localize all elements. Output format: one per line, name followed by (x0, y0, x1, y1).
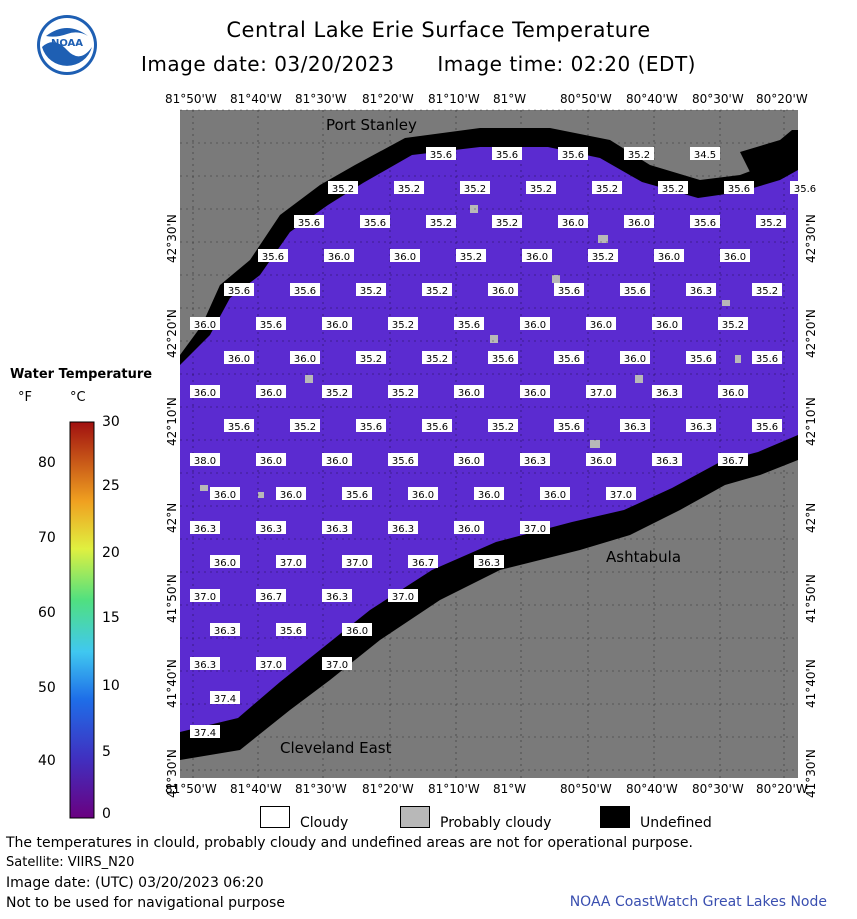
temperature-label (356, 283, 386, 297)
temperature-label (290, 419, 320, 433)
temperature-label (492, 147, 522, 161)
image-datetime (0, 52, 837, 76)
svg-text:35.2: 35.2 (759, 218, 783, 229)
svg-text:36.0: 36.0 (213, 558, 237, 569)
temperature-label (408, 555, 438, 569)
temperature-label (652, 385, 682, 399)
credit-text: NOAA CoastWatch Great Lakes Node (569, 894, 827, 910)
lon-label: 81°50'W (165, 782, 217, 796)
svg-text:36.0: 36.0 (259, 388, 283, 399)
svg-text:36.3: 36.3 (477, 558, 501, 569)
svg-text:37.0: 37.0 (609, 490, 633, 501)
svg-text:35.6: 35.6 (227, 286, 251, 297)
temperature-label (356, 351, 386, 365)
legend-tick-c: 15 (102, 610, 120, 626)
satellite-text: Satellite: VIIRS_N20 (6, 855, 135, 870)
legend-tick-f: 50 (38, 680, 56, 696)
temperature-label (620, 283, 650, 297)
temperature-label (488, 419, 518, 433)
svg-text:36.3: 36.3 (325, 524, 349, 535)
undefined-swatch (600, 806, 630, 828)
svg-text:35.2: 35.2 (661, 184, 685, 195)
lat-label: 42°20'N (165, 309, 179, 358)
lat-label: 42°30'N (804, 214, 818, 263)
svg-text:35.6: 35.6 (429, 150, 453, 161)
svg-text:36.0: 36.0 (259, 456, 283, 467)
temperature-label (388, 521, 418, 535)
lon-label: 80°20'W (756, 782, 808, 796)
place-port-stanley: Port Stanley (326, 116, 417, 134)
svg-text:37.0: 37.0 (391, 592, 415, 603)
temperature-label (190, 589, 220, 603)
svg-text:36.3: 36.3 (391, 524, 415, 535)
lon-label: 81°40'W (230, 782, 282, 796)
temperature-label (620, 419, 650, 433)
legend-tick-c: 10 (102, 678, 120, 694)
svg-text:34.5: 34.5 (693, 150, 717, 161)
temperature-label (210, 555, 240, 569)
svg-text:36.0: 36.0 (411, 490, 435, 501)
svg-text:36.0: 36.0 (393, 252, 417, 263)
temperature-label (474, 487, 504, 501)
temperature-label (554, 419, 584, 433)
svg-text:35.6: 35.6 (359, 422, 383, 433)
svg-text:35.2: 35.2 (325, 388, 349, 399)
temperature-label (210, 691, 240, 705)
temperature-label (422, 283, 452, 297)
svg-text:36.0: 36.0 (723, 252, 747, 263)
svg-text:35.6: 35.6 (561, 150, 585, 161)
svg-text:36.0: 36.0 (457, 456, 481, 467)
temperature-label (256, 589, 286, 603)
temperature-label (256, 657, 286, 671)
temperature-label (652, 317, 682, 331)
svg-text:36.0: 36.0 (491, 286, 515, 297)
svg-text:36.0: 36.0 (213, 490, 237, 501)
temperature-label (322, 453, 352, 467)
temperature-label (256, 385, 286, 399)
temperature-label (526, 181, 556, 195)
svg-text:36.0: 36.0 (655, 320, 679, 331)
temperature-label (520, 385, 550, 399)
temperature-label (190, 657, 220, 671)
legend-unit-f: °F (18, 390, 32, 405)
svg-text:35.6: 35.6 (491, 354, 515, 365)
legend-tick-c: 5 (102, 744, 111, 760)
temperature-label (426, 147, 456, 161)
temperature-label (686, 351, 716, 365)
temperature-label (454, 521, 484, 535)
temperature-label (558, 215, 588, 229)
temperature-label (624, 147, 654, 161)
svg-text:36.7: 36.7 (411, 558, 435, 569)
svg-text:35.2: 35.2 (425, 354, 449, 365)
svg-text:36.0: 36.0 (457, 524, 481, 535)
disclaimer-text: The temperatures in clould, probably cloudy and undefined areas are not for operational purpose. (6, 835, 693, 851)
svg-text:37.0: 37.0 (325, 660, 349, 671)
temperature-label (756, 215, 786, 229)
temperature-label (328, 181, 358, 195)
svg-text:36.3: 36.3 (655, 388, 679, 399)
svg-text:35.6: 35.6 (623, 286, 647, 297)
legend-unit-c: °C (70, 390, 86, 405)
svg-text:36.3: 36.3 (689, 286, 713, 297)
svg-text:37.0: 37.0 (523, 524, 547, 535)
temperature-label (342, 623, 372, 637)
temperature-label (520, 453, 550, 467)
svg-text:36.0: 36.0 (327, 252, 351, 263)
svg-text:36.3: 36.3 (259, 524, 283, 535)
lon-label: 80°20'W (756, 92, 808, 106)
lat-label: 41°50'N (165, 574, 179, 623)
svg-text:36.0: 36.0 (345, 626, 369, 637)
temperature-label (190, 385, 220, 399)
temperature-label (388, 385, 418, 399)
image-date: Image date: 03/20/2023 (141, 52, 395, 76)
lon-label: 81°W (493, 92, 527, 106)
temperature-label (586, 385, 616, 399)
lat-label: 42°N (804, 502, 818, 533)
temperature-label (724, 181, 754, 195)
temperature-label (488, 283, 518, 297)
temperature-label (752, 419, 782, 433)
cloudy-swatch (260, 806, 290, 828)
temperature-label (190, 317, 220, 331)
lon-label: 80°50'W (560, 92, 612, 106)
temperature-label (388, 589, 418, 603)
temperature-label (522, 249, 552, 263)
temperature-label (224, 351, 254, 365)
temperature-label (290, 351, 320, 365)
temperature-label (620, 351, 650, 365)
svg-text:35.6: 35.6 (425, 422, 449, 433)
svg-text:36.3: 36.3 (623, 422, 647, 433)
temperature-label (256, 317, 286, 331)
temperature-label (520, 317, 550, 331)
svg-text:36.3: 36.3 (193, 660, 217, 671)
svg-text:36.7: 36.7 (259, 592, 283, 603)
temperature-label (322, 385, 352, 399)
lon-label: 81°50'W (165, 92, 217, 106)
temperature-label (474, 555, 504, 569)
lat-label: 42°20'N (804, 309, 818, 358)
svg-text:35.6: 35.6 (727, 184, 751, 195)
svg-text:36.0: 36.0 (293, 354, 317, 365)
svg-text:35.6: 35.6 (363, 218, 387, 229)
temperature-label (324, 249, 354, 263)
svg-text:36.0: 36.0 (325, 456, 349, 467)
utc-date-text: Image date: (UTC) 03/20/2023 06:20 (6, 875, 264, 891)
temperature-label (256, 521, 286, 535)
svg-text:37.0: 37.0 (589, 388, 613, 399)
svg-text:35.2: 35.2 (529, 184, 553, 195)
image-time: Image time: 02:20 (EDT) (437, 52, 696, 76)
svg-text:37.0: 37.0 (345, 558, 369, 569)
temperature-label (388, 453, 418, 467)
temperature-label (606, 487, 636, 501)
svg-text:36.0: 36.0 (523, 320, 547, 331)
lat-label: 41°50'N (804, 574, 818, 623)
temperature-label (360, 215, 390, 229)
svg-text:36.3: 36.3 (523, 456, 547, 467)
svg-text:35.6: 35.6 (261, 252, 285, 263)
svg-text:36.0: 36.0 (589, 320, 613, 331)
temperature-label (690, 147, 720, 161)
lon-label: 80°50'W (560, 782, 612, 796)
cloudy-label: Cloudy (300, 815, 349, 831)
temperature-label (190, 725, 220, 739)
temperature-label (718, 317, 748, 331)
svg-text:36.3: 36.3 (655, 456, 679, 467)
temperature-label (690, 215, 720, 229)
svg-text:35.2: 35.2 (627, 150, 651, 161)
lat-label: 42°10'N (165, 397, 179, 446)
svg-text:35.6: 35.6 (755, 354, 779, 365)
lon-label: 81°20'W (362, 782, 414, 796)
temperature-label (558, 147, 588, 161)
temperature-label (276, 623, 306, 637)
page-title: Central Lake Erie Surface Temperature (226, 18, 651, 42)
temperature-label (210, 623, 240, 637)
svg-text:36.0: 36.0 (657, 252, 681, 263)
svg-text:35.6: 35.6 (693, 218, 717, 229)
svg-text:36.0: 36.0 (477, 490, 501, 501)
legend-tick-f: 40 (38, 753, 56, 769)
temperature-label (554, 351, 584, 365)
lon-label: 81°10'W (428, 782, 480, 796)
temperature-label (790, 181, 820, 195)
temperature-label (290, 283, 320, 297)
place-cleveland-east: Cleveland East (280, 739, 392, 757)
temperature-label (652, 453, 682, 467)
svg-text:36.0: 36.0 (623, 354, 647, 365)
temperature-label (592, 181, 622, 195)
svg-text:35.2: 35.2 (459, 252, 483, 263)
lon-label: 80°30'W (692, 782, 744, 796)
probably-cloudy-label: Probably cloudy (440, 815, 552, 831)
lon-label: 80°30'W (692, 92, 744, 106)
svg-text:35.2: 35.2 (391, 388, 415, 399)
lat-label: 42°10'N (804, 397, 818, 446)
temperature-label (720, 249, 750, 263)
temperature-label (520, 521, 550, 535)
svg-text:35.6: 35.6 (557, 422, 581, 433)
svg-text:36.0: 36.0 (721, 388, 745, 399)
svg-text:35.6: 35.6 (391, 456, 415, 467)
svg-text:36.0: 36.0 (523, 388, 547, 399)
temperature-label (454, 317, 484, 331)
svg-text:36.0: 36.0 (193, 320, 217, 331)
lat-label: 41°40'N (804, 659, 818, 708)
svg-text:35.2: 35.2 (721, 320, 745, 331)
temperature-label (322, 317, 352, 331)
svg-text:36.3: 36.3 (193, 524, 217, 535)
svg-text:35.2: 35.2 (495, 218, 519, 229)
svg-text:37.4: 37.4 (193, 728, 217, 739)
svg-text:35.6: 35.6 (279, 626, 303, 637)
temperature-label (224, 283, 254, 297)
temperature-label (258, 249, 288, 263)
temperature-label (654, 249, 684, 263)
navigation-warning: Not to be used for navigational purpose (6, 895, 285, 911)
temperature-label (422, 419, 452, 433)
probably-cloudy-swatch (400, 806, 430, 828)
legend-tick-c: 25 (102, 478, 120, 494)
temperature-label (588, 249, 618, 263)
temperature-label (256, 453, 286, 467)
legend-tick-c: 0 (102, 806, 111, 822)
lon-label: 80°40'W (626, 92, 678, 106)
temperature-label (210, 487, 240, 501)
lon-label: 81°30'W (295, 782, 347, 796)
temperature-label (322, 521, 352, 535)
temperature-label (390, 249, 420, 263)
lon-label: 81°40'W (230, 92, 282, 106)
lat-label: 42°30'N (165, 214, 179, 263)
svg-text:37.0: 37.0 (259, 660, 283, 671)
svg-text:36.3: 36.3 (325, 592, 349, 603)
temperature-label (554, 283, 584, 297)
temperature-label (276, 555, 306, 569)
svg-text:35.6: 35.6 (755, 422, 779, 433)
svg-text:36.3: 36.3 (213, 626, 237, 637)
temperature-label (454, 385, 484, 399)
temperature-label (394, 181, 424, 195)
svg-text:35.6: 35.6 (557, 354, 581, 365)
svg-text:35.6: 35.6 (297, 218, 321, 229)
temperature-label (460, 181, 490, 195)
svg-text:36.0: 36.0 (589, 456, 613, 467)
svg-text:35.6: 35.6 (793, 184, 817, 195)
svg-text:35.2: 35.2 (595, 184, 619, 195)
lon-label: 80°40'W (626, 782, 678, 796)
svg-text:35.2: 35.2 (491, 422, 515, 433)
svg-text:35.2: 35.2 (755, 286, 779, 297)
svg-text:37.0: 37.0 (193, 592, 217, 603)
svg-text:35.6: 35.6 (495, 150, 519, 161)
svg-text:35.6: 35.6 (689, 354, 713, 365)
svg-text:36.0: 36.0 (325, 320, 349, 331)
temperature-label (686, 283, 716, 297)
svg-text:35.6: 35.6 (293, 286, 317, 297)
temperature-label (488, 351, 518, 365)
svg-text:35.2: 35.2 (359, 354, 383, 365)
temperature-label (422, 351, 452, 365)
temperature-label (294, 215, 324, 229)
svg-text:36.3: 36.3 (689, 422, 713, 433)
temperature-label (322, 589, 352, 603)
svg-text:36.0: 36.0 (457, 388, 481, 399)
lon-label: 81°10'W (428, 92, 480, 106)
temperature-label (492, 215, 522, 229)
svg-text:36.0: 36.0 (193, 388, 217, 399)
svg-text:35.2: 35.2 (429, 218, 453, 229)
temperature-label (718, 385, 748, 399)
temperature-label (276, 487, 306, 501)
legend-tick-f: 60 (38, 605, 56, 621)
temperature-label (388, 317, 418, 331)
temperature-label (624, 215, 654, 229)
temperature-label (540, 487, 570, 501)
temperature-label (190, 521, 220, 535)
svg-text:36.0: 36.0 (279, 490, 303, 501)
color-scale-bar (68, 420, 96, 820)
temperature-label (322, 657, 352, 671)
svg-text:35.6: 35.6 (557, 286, 581, 297)
temperature-label (586, 453, 616, 467)
svg-text:35.2: 35.2 (463, 184, 487, 195)
temperature-label (586, 317, 616, 331)
svg-text:35.6: 35.6 (227, 422, 251, 433)
legend-tick-c: 20 (102, 545, 120, 561)
temperature-label (686, 419, 716, 433)
temperature-label (752, 283, 782, 297)
lat-label: 41°30'N (165, 749, 179, 798)
svg-text:37.4: 37.4 (213, 694, 237, 705)
undefined-label: Undefined (640, 815, 712, 831)
svg-text:35.2: 35.2 (391, 320, 415, 331)
svg-text:36.0: 36.0 (525, 252, 549, 263)
temperature-label (658, 181, 688, 195)
lon-label: 81°W (493, 782, 527, 796)
svg-text:35.6: 35.6 (345, 490, 369, 501)
temperature-label (718, 453, 748, 467)
legend-title: Water Temperature (10, 367, 153, 382)
svg-text:35.2: 35.2 (425, 286, 449, 297)
lat-label: 41°30'N (804, 749, 818, 798)
lon-label: 81°20'W (362, 92, 414, 106)
svg-text:35.2: 35.2 (591, 252, 615, 263)
svg-text:37.0: 37.0 (279, 558, 303, 569)
temperature-label (342, 555, 372, 569)
svg-text:36.0: 36.0 (227, 354, 251, 365)
lon-label: 81°30'W (295, 92, 347, 106)
svg-text:35.2: 35.2 (293, 422, 317, 433)
svg-text:35.6: 35.6 (259, 320, 283, 331)
temperature-label (224, 419, 254, 433)
legend-tick-f: 80 (38, 455, 56, 471)
place-ashtabula: Ashtabula (606, 548, 682, 566)
svg-text:35.6: 35.6 (457, 320, 481, 331)
legend-tick-f: 70 (38, 530, 56, 546)
lat-label: 41°40'N (165, 659, 179, 708)
temperature-label (408, 487, 438, 501)
svg-text:35.2: 35.2 (331, 184, 355, 195)
svg-text:36.0: 36.0 (627, 218, 651, 229)
temperature-label (426, 215, 456, 229)
temperature-label (456, 249, 486, 263)
temperature-label (752, 351, 782, 365)
lat-label: 42°N (165, 502, 179, 533)
svg-text:36.0: 36.0 (543, 490, 567, 501)
svg-text:NOAA: NOAA (50, 38, 84, 49)
temperature-label (190, 453, 220, 467)
svg-text:38.0: 38.0 (193, 456, 217, 467)
svg-text:36.7: 36.7 (721, 456, 745, 467)
temperature-label (342, 487, 372, 501)
legend-tick-c: 30 (102, 414, 120, 430)
svg-text:35.2: 35.2 (359, 286, 383, 297)
temperature-label (356, 419, 386, 433)
svg-text:36.0: 36.0 (561, 218, 585, 229)
svg-text:35.2: 35.2 (397, 184, 421, 195)
temperature-label (454, 453, 484, 467)
